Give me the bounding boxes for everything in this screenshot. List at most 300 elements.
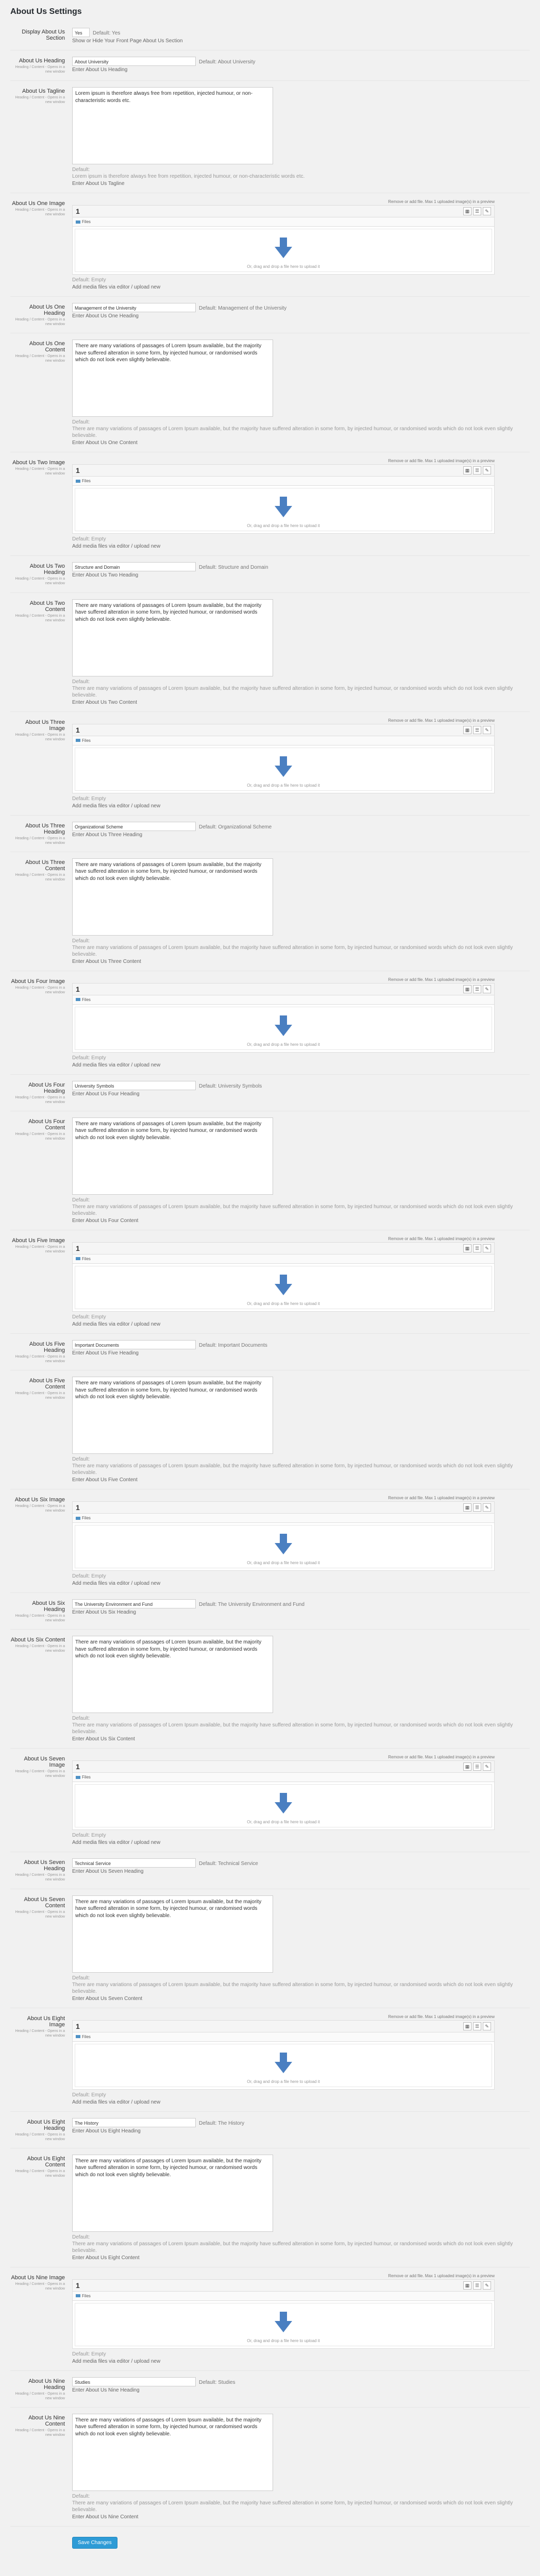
folder-icon bbox=[76, 998, 80, 1001]
media-note: Add media files via editor / upload new bbox=[72, 803, 161, 809]
image-label: About Us Two Image bbox=[12, 460, 65, 466]
grid-view-icon[interactable]: ▦ bbox=[463, 985, 471, 993]
section-content-label: About Us Six Content bbox=[10, 1637, 65, 1643]
section-content-default-text: There are many variations of passages of Lorem Ipsum available, but the majority have suffered alteration in some form, by injected humour, or randomised words which do not look even slightly believable. bbox=[72, 1722, 513, 1735]
media-note: Add media files via editor / upload new bbox=[72, 284, 161, 291]
section-content-row bbox=[10, 852, 530, 971]
section-heading-sublabel: Heading / Content - Opens in a new window bbox=[15, 1354, 65, 1364]
upload-arrow-icon bbox=[275, 2312, 292, 2332]
section-heading-sublabel: Heading / Content - Opens in a new window bbox=[15, 318, 65, 327]
media-uploader bbox=[72, 459, 495, 534]
section-heading-input[interactable]: Structure and Domain bbox=[72, 562, 196, 571]
section-heading-row bbox=[10, 1852, 530, 1889]
media-default: Default: Empty bbox=[72, 277, 106, 283]
section-heading-default: Default: The University Environment and Fund bbox=[199, 1602, 305, 1608]
image-label: About Us Seven Image bbox=[24, 1756, 65, 1769]
list-view-icon[interactable]: ☰ bbox=[473, 2022, 481, 2030]
grid-view-icon[interactable]: ▦ bbox=[463, 2281, 471, 2290]
drop-zone[interactable] bbox=[72, 2042, 495, 2090]
drop-text: Or, drag and drop a file here to upload it bbox=[247, 783, 320, 788]
section-content-sublabel: Heading / Content - Opens in a new window bbox=[15, 614, 65, 622]
drop-text: Or, drag and drop a file here to upload it bbox=[247, 523, 320, 529]
grid-view-icon[interactable]: ▦ bbox=[463, 1503, 471, 1512]
media-top-note: Remove or add file. Max 1 uploaded image(s) in a preview bbox=[388, 1496, 495, 1501]
image-sublabel: Heading / Content - Opens in a new window bbox=[15, 2282, 65, 2291]
files-tab[interactable] bbox=[76, 2035, 91, 2039]
media-toolbar bbox=[72, 1760, 495, 1773]
section-heading-row bbox=[10, 1593, 530, 1630]
media-top-note: Remove or add file. Max 1 uploaded image(s) in a preview bbox=[388, 2014, 495, 2019]
drop-text: Or, drag and drop a file here to upload it bbox=[247, 1301, 320, 1306]
section-content-default-text: There are many variations of passages of Lorem Ipsum available, but the majority have suffered alteration in some form, by injected humour, or randomised words which do not look even slightly believable. bbox=[72, 1463, 513, 1476]
files-tab-label: Files bbox=[82, 219, 91, 225]
folder-icon bbox=[76, 480, 80, 483]
section-content-textarea[interactable]: There are many variations of passages of Lorem Ipsum available, but the majority have suffered alteration in some form, by injected humour, or randomised words which do not look even slightly believable. bbox=[72, 1377, 273, 1454]
section-content-textarea[interactable]: There are many variations of passages of Lorem Ipsum available, but the majority have suffered alteration in some form, by injected humour, or randomised words which do not look even slightly believable. bbox=[72, 1117, 273, 1195]
image-row bbox=[10, 1489, 530, 1593]
upload-arrow-icon bbox=[275, 1275, 292, 1295]
files-tab[interactable] bbox=[76, 2294, 91, 2298]
section-content-note: Enter About Us Three Content bbox=[72, 958, 141, 964]
media-uploader bbox=[72, 718, 495, 793]
media-count: 1 bbox=[76, 1503, 80, 1512]
section-heading-label: About Us Two Heading bbox=[29, 563, 65, 576]
image-sublabel: Heading / Content - Opens in a new window bbox=[15, 1504, 65, 1513]
section-heading-input[interactable]: The University Environment and Fund bbox=[72, 1599, 196, 1608]
media-count: 1 bbox=[76, 985, 80, 993]
section-content-textarea[interactable]: There are many variations of passages of Lorem Ipsum available, but the majority have suffered alteration in some form, by injected humour, or randomised words which do not look even slightly believable. bbox=[72, 2155, 273, 2232]
section-content-sublabel: Heading / Content - Opens in a new window bbox=[15, 873, 65, 882]
image-label: About Us Nine Image bbox=[11, 2274, 65, 2281]
section-content-row bbox=[10, 1630, 530, 1749]
section-heading-label: About Us Six Heading bbox=[32, 1600, 65, 1613]
section-content-row bbox=[10, 2148, 530, 2267]
section-content-default-label: Default: bbox=[72, 1456, 90, 1463]
media-note: Add media files via editor / upload new bbox=[72, 544, 161, 550]
media-toolbar bbox=[72, 464, 495, 477]
section-content-label: About Us Three Content bbox=[25, 859, 65, 872]
files-tab[interactable] bbox=[76, 738, 91, 743]
section-heading-label: About Us Three Heading bbox=[25, 822, 65, 835]
section-content-row bbox=[10, 1111, 530, 1230]
drop-text: Or, drag and drop a file here to upload it bbox=[247, 2338, 320, 2343]
media-top-note: Remove or add file. Max 1 uploaded image(s) in a preview bbox=[388, 977, 495, 982]
section-heading-input[interactable]: Studies bbox=[72, 2377, 196, 2386]
files-tab[interactable] bbox=[76, 1775, 91, 1780]
section-heading-label: About Us Nine Heading bbox=[28, 2378, 65, 2391]
drop-zone[interactable] bbox=[72, 1782, 495, 1830]
drop-zone[interactable] bbox=[72, 745, 495, 793]
edit-icon[interactable]: ✎ bbox=[483, 1503, 491, 1512]
image-sublabel: Heading / Content - Opens in a new window bbox=[15, 208, 65, 217]
section-content-note: Enter About Us One Content bbox=[72, 440, 138, 446]
media-uploader bbox=[72, 2274, 495, 2349]
media-toolbar bbox=[72, 2279, 495, 2292]
section-content-default-text: There are many variations of passages of Lorem Ipsum available, but the majority have suffered alteration in some form, by injected humour, or randomised words which do not look even slightly believable. bbox=[72, 426, 513, 439]
section-heading-sublabel: Heading / Content - Opens in a new window bbox=[15, 2132, 65, 2141]
image-label: About Us Three Image bbox=[25, 719, 65, 732]
image-row bbox=[10, 1230, 530, 1334]
section-heading-note: Enter About Us Eight Heading bbox=[72, 2128, 141, 2134]
folder-icon bbox=[76, 739, 80, 742]
media-default: Default: Empty bbox=[72, 536, 106, 543]
files-tab[interactable] bbox=[76, 219, 91, 224]
heading-note: Enter About Us Heading bbox=[72, 67, 128, 73]
section-content-note: Enter About Us Four Content bbox=[72, 1217, 139, 1224]
media-default: Default: Empty bbox=[72, 2351, 106, 2357]
section-content-sublabel: Heading / Content - Opens in a new window bbox=[15, 354, 65, 363]
image-row bbox=[10, 712, 530, 816]
section-heading-row bbox=[10, 297, 530, 333]
section-content-label: About Us Five Content bbox=[29, 1378, 65, 1391]
section-heading-sublabel: Heading / Content - Opens in a new window bbox=[15, 1095, 65, 1104]
drop-text: Or, drag and drop a file here to upload it bbox=[247, 264, 320, 269]
section-content-sublabel: Heading / Content - Opens in a new window bbox=[15, 1645, 65, 1653]
section-content-textarea[interactable]: There are many variations of passages of Lorem Ipsum available, but the majority have suffered alteration in some form, by injected humour, or randomised words which do not look even slightly believable. bbox=[72, 1895, 273, 1973]
display-default: Default: Yes bbox=[93, 30, 121, 36]
media-count: 1 bbox=[76, 1762, 80, 1771]
folder-icon bbox=[76, 1257, 80, 1260]
upload-arrow-icon bbox=[275, 1015, 292, 1036]
media-toolbar bbox=[72, 983, 495, 995]
media-count: 1 bbox=[76, 207, 80, 216]
section-content-textarea[interactable]: There are many variations of passages of Lorem Ipsum available, but the majority have suffered alteration in some form, by injected humour, or randomised words which do not look even slightly believable. bbox=[72, 599, 273, 676]
folder-icon bbox=[76, 1776, 80, 1779]
media-uploader bbox=[72, 2014, 495, 2090]
section-content-label: About Us Four Content bbox=[28, 1118, 65, 1131]
drop-zone[interactable] bbox=[72, 1264, 495, 1312]
section-heading-sublabel: Heading / Content - Opens in a new window bbox=[15, 1873, 65, 1882]
section-content-note: Enter About Us Seven Content bbox=[72, 1995, 143, 2002]
media-top-note: Remove or add file. Max 1 uploaded image(s) in a preview bbox=[388, 199, 495, 205]
media-default: Default: Empty bbox=[72, 795, 106, 802]
section-content-row bbox=[10, 593, 530, 712]
image-sublabel: Heading / Content - Opens in a new window bbox=[15, 2029, 65, 2038]
section-heading-sublabel: Heading / Content - Opens in a new window bbox=[15, 1614, 65, 1623]
drop-text: Or, drag and drop a file here to upload it bbox=[247, 2079, 320, 2084]
section-heading-input[interactable]: The History bbox=[72, 2118, 196, 2127]
display-label: Display About Us Section bbox=[22, 29, 65, 41]
section-heading-sublabel: Heading / Content - Opens in a new window bbox=[15, 2392, 65, 2400]
files-tab-label: Files bbox=[82, 2293, 91, 2298]
section-content-sublabel: Heading / Content - Opens in a new window bbox=[15, 1132, 65, 1141]
section-heading-label: About Us Five Heading bbox=[29, 1341, 65, 1353]
media-note: Add media files via editor / upload new bbox=[72, 1840, 161, 1846]
media-default: Default: Empty bbox=[72, 1055, 106, 1061]
section-content-textarea[interactable]: There are many variations of passages of Lorem Ipsum available, but the majority have suffered alteration in some form, by injected humour, or randomised words which do not look even slightly believable. bbox=[72, 1636, 273, 1713]
section-heading-default: Default: Technical Service bbox=[199, 1861, 258, 1867]
list-view-icon[interactable]: ☰ bbox=[473, 1762, 481, 1771]
edit-icon[interactable]: ✎ bbox=[483, 726, 491, 734]
image-sublabel: Heading / Content - Opens in a new window bbox=[15, 467, 65, 476]
section-heading-default: Default: Studies bbox=[199, 2379, 235, 2385]
section-heading-note: Enter About Us Seven Heading bbox=[72, 1869, 144, 1875]
heading-default: Default: About University bbox=[199, 59, 256, 65]
files-tab-label: Files bbox=[82, 997, 91, 1002]
section-heading-input[interactable]: Organizational Scheme bbox=[72, 822, 196, 831]
edit-icon[interactable]: ✎ bbox=[483, 2022, 491, 2030]
files-tab[interactable] bbox=[76, 479, 91, 483]
media-uploader bbox=[72, 1236, 495, 1312]
drop-zone[interactable] bbox=[72, 2301, 495, 2349]
section-heading-label: About Us Eight Heading bbox=[27, 2119, 65, 2131]
tagline-sublabel: Heading / Content - Opens in a new window bbox=[15, 96, 65, 105]
section-heading-row bbox=[10, 816, 530, 852]
section-heading-label: About Us Four Heading bbox=[28, 1081, 65, 1094]
media-toolbar bbox=[72, 2020, 495, 2032]
section-heading-default: Default: Structure and Domain bbox=[199, 565, 268, 571]
media-top-note: Remove or add file. Max 1 uploaded image(s) in a preview bbox=[388, 2273, 495, 2278]
files-tab[interactable] bbox=[76, 1516, 91, 1520]
media-top-note: Remove or add file. Max 1 uploaded image(s) in a preview bbox=[388, 718, 495, 723]
media-uploader bbox=[72, 199, 495, 275]
media-default: Default: Empty bbox=[72, 1314, 106, 1320]
upload-arrow-icon bbox=[275, 2053, 292, 2073]
drop-zone[interactable] bbox=[72, 1523, 495, 1571]
heading-sublabel: Heading / Content - Opens in a new window bbox=[15, 65, 65, 74]
list-view-icon[interactable]: ☰ bbox=[473, 1503, 481, 1512]
section-heading-row bbox=[10, 1075, 530, 1111]
drop-zone[interactable] bbox=[72, 1005, 495, 1053]
page-title: About Us Settings bbox=[10, 7, 82, 16]
section-content-default-label: Default: bbox=[72, 2493, 90, 2499]
drop-text: Or, drag and drop a file here to upload it bbox=[247, 1561, 320, 1566]
list-view-icon[interactable]: ☰ bbox=[473, 726, 481, 734]
tagline-default-label: Default: bbox=[72, 167, 90, 173]
files-tab-label: Files bbox=[82, 479, 91, 484]
drop-zone[interactable] bbox=[72, 227, 495, 275]
section-content-note: Enter About Us Nine Content bbox=[72, 2514, 139, 2520]
section-heading-input[interactable]: Management of the University bbox=[72, 303, 196, 312]
section-content-note: Enter About Us Two Content bbox=[72, 699, 138, 705]
section-heading-default: Default: Management of the University bbox=[199, 306, 287, 312]
section-heading-note: Enter About Us Two Heading bbox=[72, 572, 139, 579]
sections-container bbox=[10, 193, 530, 2527]
section-content-default-label: Default: bbox=[72, 679, 90, 685]
media-count: 1 bbox=[76, 466, 80, 475]
folder-icon bbox=[76, 2035, 80, 2038]
section-content-note: Enter About Us Eight Content bbox=[72, 2255, 140, 2261]
grid-view-icon[interactable]: ▦ bbox=[463, 1244, 471, 1252]
edit-icon[interactable]: ✎ bbox=[483, 1762, 491, 1771]
image-row bbox=[10, 452, 530, 556]
section-content-default-label: Default: bbox=[72, 938, 90, 944]
upload-arrow-icon bbox=[275, 497, 292, 517]
section-content-sublabel: Heading / Content - Opens in a new window bbox=[15, 1910, 65, 1919]
section-content-default-text: There are many variations of passages of Lorem Ipsum available, but the majority have suffered alteration in some form, by injected humour, or randomised words which do not look even slightly believable. bbox=[72, 685, 513, 698]
section-content-default-label: Default: bbox=[72, 2234, 90, 2240]
section-content-default-text: There are many variations of passages of Lorem Ipsum available, but the majority have suffered alteration in some form, by injected humour, or randomised words which do not look even slightly believable. bbox=[72, 1204, 513, 1216]
save-changes-button[interactable]: Save Changes bbox=[72, 2537, 117, 2549]
files-tab-label: Files bbox=[82, 2034, 91, 2039]
folder-icon bbox=[76, 1517, 80, 1520]
section-content-default-label: Default: bbox=[72, 1975, 90, 1981]
drop-text: Or, drag and drop a file here to upload it bbox=[247, 1042, 320, 1047]
section-content-label: About Us Nine Content bbox=[28, 2414, 65, 2427]
image-sublabel: Heading / Content - Opens in a new window bbox=[15, 1770, 65, 1778]
media-top-note: Remove or add file. Max 1 uploaded image(s) in a preview bbox=[388, 459, 495, 464]
grid-view-icon[interactable]: ▦ bbox=[463, 207, 471, 215]
section-content-sublabel: Heading / Content - Opens in a new window bbox=[15, 2428, 65, 2437]
section-content-row bbox=[10, 2408, 530, 2527]
section-heading-row bbox=[10, 2112, 530, 2148]
media-toolbar bbox=[72, 1242, 495, 1255]
image-label: About Us One Image bbox=[12, 200, 65, 207]
tagline-label: About Us Tagline bbox=[22, 88, 65, 95]
drop-zone[interactable] bbox=[72, 486, 495, 534]
edit-icon[interactable]: ✎ bbox=[483, 2281, 491, 2290]
media-count: 1 bbox=[76, 2281, 80, 2290]
section-content-default-text: There are many variations of passages of Lorem Ipsum available, but the majority have suffered alteration in some form, by injected humour, or randomised words which do not look even slightly believable. bbox=[72, 944, 513, 957]
upload-arrow-icon bbox=[275, 756, 292, 777]
section-heading-input[interactable]: University Symbols bbox=[72, 1081, 196, 1090]
image-label: About Us Six Image bbox=[14, 1497, 65, 1503]
files-tab[interactable] bbox=[76, 997, 91, 1002]
media-note: Add media files via editor / upload new bbox=[72, 1321, 161, 1327]
media-count: 1 bbox=[76, 1244, 80, 1252]
media-uploader bbox=[72, 1496, 495, 1571]
media-default: Default: Empty bbox=[72, 1833, 106, 1839]
media-note: Add media files via editor / upload new bbox=[72, 2099, 161, 2105]
media-toolbar bbox=[72, 205, 495, 217]
section-content-textarea[interactable]: There are many variations of passages of Lorem Ipsum available, but the majority have suffered alteration in some form, by injected humour, or randomised words which do not look even slightly believable. bbox=[72, 2414, 273, 2491]
section-heading-note: Enter About Us Six Heading bbox=[72, 1609, 136, 1616]
section-heading-default: Default: Important Documents bbox=[199, 1342, 267, 1348]
drop-text: Or, drag and drop a file here to upload it bbox=[247, 1820, 320, 1825]
section-heading-row bbox=[10, 1334, 530, 1370]
tagline-default-text: Lorem ipsum is therefore always free from repetition, injected humour, or non-characteristic words etc. bbox=[72, 174, 305, 180]
media-note: Add media files via editor / upload new bbox=[72, 2358, 161, 2364]
image-row bbox=[10, 1749, 530, 1852]
files-tab-label: Files bbox=[82, 1256, 91, 1261]
section-content-label: About Us One Content bbox=[29, 341, 65, 353]
section-heading-sublabel: Heading / Content - Opens in a new window bbox=[15, 577, 65, 586]
section-heading-row bbox=[10, 556, 530, 592]
folder-icon bbox=[76, 2294, 80, 2297]
media-default: Default: Empty bbox=[72, 2092, 106, 2098]
media-top-note: Remove or add file. Max 1 uploaded image(s) in a preview bbox=[388, 1236, 495, 1241]
edit-icon[interactable]: ✎ bbox=[483, 985, 491, 993]
image-row bbox=[10, 2008, 530, 2112]
image-row bbox=[10, 2267, 530, 2371]
heading-input[interactable]: About University bbox=[72, 57, 196, 66]
section-content-default-label: Default: bbox=[72, 1716, 90, 1722]
list-view-icon[interactable]: ☰ bbox=[473, 985, 481, 993]
list-view-icon[interactable]: ☰ bbox=[473, 1244, 481, 1252]
heading-label: About Us Heading bbox=[19, 58, 65, 64]
media-uploader bbox=[72, 977, 495, 1053]
media-toolbar bbox=[72, 1501, 495, 1514]
grid-view-icon[interactable]: ▦ bbox=[463, 466, 471, 474]
section-heading-note: Enter About Us Four Heading bbox=[72, 1091, 140, 1097]
section-heading-label: About Us One Heading bbox=[29, 304, 65, 317]
display-note: Show or Hide Your Front Page About Us Section bbox=[72, 38, 183, 44]
heading-row bbox=[10, 50, 530, 81]
section-heading-label: About Us Seven Heading bbox=[24, 1859, 65, 1872]
image-row bbox=[10, 193, 530, 297]
section-heading-row bbox=[10, 2371, 530, 2408]
media-default: Default: Empty bbox=[72, 1573, 106, 1580]
upload-arrow-icon bbox=[275, 1534, 292, 1554]
files-tab[interactable] bbox=[76, 1257, 91, 1261]
section-content-note: Enter About Us Six Content bbox=[72, 1736, 135, 1742]
section-content-label: About Us Two Content bbox=[29, 600, 65, 613]
section-heading-sublabel: Heading / Content - Opens in a new window bbox=[15, 836, 65, 845]
tagline-textarea[interactable]: Lorem ipsum is therefore always free from repetition, injected humour, or non-characteristic words etc. bbox=[72, 87, 273, 164]
image-sublabel: Heading / Content - Opens in a new window bbox=[15, 1245, 65, 1254]
media-note: Add media files via editor / upload new bbox=[72, 1062, 161, 1068]
list-view-icon[interactable]: ☰ bbox=[473, 207, 481, 215]
section-content-textarea[interactable]: There are many variations of passages of Lorem Ipsum available, but the majority have suffered alteration in some form, by injected humour, or randomised words which do not look even slightly believable. bbox=[72, 858, 273, 936]
section-content-default-text: There are many variations of passages of Lorem Ipsum available, but the majority have suffered alteration in some form, by injected humour, or randomised words which do not look even slightly believable. bbox=[72, 1981, 513, 1994]
folder-icon bbox=[76, 221, 80, 224]
image-sublabel: Heading / Content - Opens in a new window bbox=[15, 733, 65, 741]
grid-view-icon[interactable]: ▦ bbox=[463, 1762, 471, 1771]
section-heading-note: Enter About Us One Heading bbox=[72, 313, 139, 319]
image-label: About Us Four Image bbox=[11, 978, 65, 985]
section-content-label: About Us Eight Content bbox=[27, 2155, 65, 2168]
grid-view-icon[interactable]: ▦ bbox=[463, 2022, 471, 2030]
image-row bbox=[10, 971, 530, 1075]
tagline-row bbox=[10, 81, 530, 193]
section-heading-input[interactable]: Technical Service bbox=[72, 1858, 196, 1868]
display-row bbox=[10, 22, 530, 50]
upload-arrow-icon bbox=[275, 1793, 292, 1814]
section-content-default-label: Default: bbox=[72, 1197, 90, 1203]
section-heading-input[interactable]: Important Documents bbox=[72, 1340, 196, 1349]
upload-arrow-icon bbox=[275, 238, 292, 258]
section-content-default-text: There are many variations of passages of Lorem Ipsum available, but the majority have suffered alteration in some form, by injected humour, or randomised words which do not look even slightly believable. bbox=[72, 2241, 513, 2253]
media-top-note: Remove or add file. Max 1 uploaded image(s) in a preview bbox=[388, 1755, 495, 1760]
edit-icon[interactable]: ✎ bbox=[483, 207, 491, 215]
media-count: 1 bbox=[76, 725, 80, 734]
section-heading-note: Enter About Us Nine Heading bbox=[72, 2387, 140, 2393]
section-content-label: About Us Seven Content bbox=[24, 1896, 65, 1909]
image-label: About Us Five Image bbox=[12, 1237, 65, 1244]
section-content-default-text: There are many variations of passages of Lorem Ipsum available, but the majority have suffered alteration in some form, by injected humour, or randomised words which do not look even slightly believable. bbox=[72, 2500, 513, 2513]
section-content-row bbox=[10, 333, 530, 452]
section-heading-default: Default: Organizational Scheme bbox=[199, 824, 272, 830]
tagline-note: Enter About Us Tagline bbox=[72, 181, 125, 187]
edit-icon[interactable]: ✎ bbox=[483, 1244, 491, 1252]
section-heading-note: Enter About Us Five Heading bbox=[72, 1350, 139, 1356]
list-view-icon[interactable]: ☰ bbox=[473, 466, 481, 474]
section-heading-default: Default: University Symbols bbox=[199, 1083, 262, 1089]
section-content-note: Enter About Us Five Content bbox=[72, 1477, 138, 1483]
files-tab-label: Files bbox=[82, 1516, 91, 1521]
section-content-row bbox=[10, 1370, 530, 1489]
section-heading-default: Default: The History bbox=[199, 2120, 245, 2126]
image-sublabel: Heading / Content - Opens in a new window bbox=[15, 986, 65, 994]
media-uploader bbox=[72, 1755, 495, 1830]
section-content-default-label: Default: bbox=[72, 419, 90, 426]
section-content-textarea[interactable]: There are many variations of passages of Lorem Ipsum available, but the majority have suffered alteration in some form, by injected humour, or randomised words which do not look even slightly believable. bbox=[72, 340, 273, 417]
section-heading-note: Enter About Us Three Heading bbox=[72, 832, 143, 838]
section-content-sublabel: Heading / Content - Opens in a new window bbox=[15, 2169, 65, 2178]
media-toolbar bbox=[72, 724, 495, 736]
edit-icon[interactable]: ✎ bbox=[483, 466, 491, 474]
media-note: Add media files via editor / upload new bbox=[72, 1581, 161, 1587]
files-tab-label: Files bbox=[82, 1775, 91, 1780]
display-select[interactable]: Yes bbox=[72, 28, 90, 37]
media-count: 1 bbox=[76, 2022, 80, 2030]
image-label: About Us Eight Image bbox=[27, 2015, 65, 2028]
grid-view-icon[interactable]: ▦ bbox=[463, 726, 471, 734]
section-content-row bbox=[10, 1889, 530, 2008]
list-view-icon[interactable]: ☰ bbox=[473, 2281, 481, 2290]
section-content-sublabel: Heading / Content - Opens in a new window bbox=[15, 1392, 65, 1400]
files-tab-label: Files bbox=[82, 738, 91, 743]
